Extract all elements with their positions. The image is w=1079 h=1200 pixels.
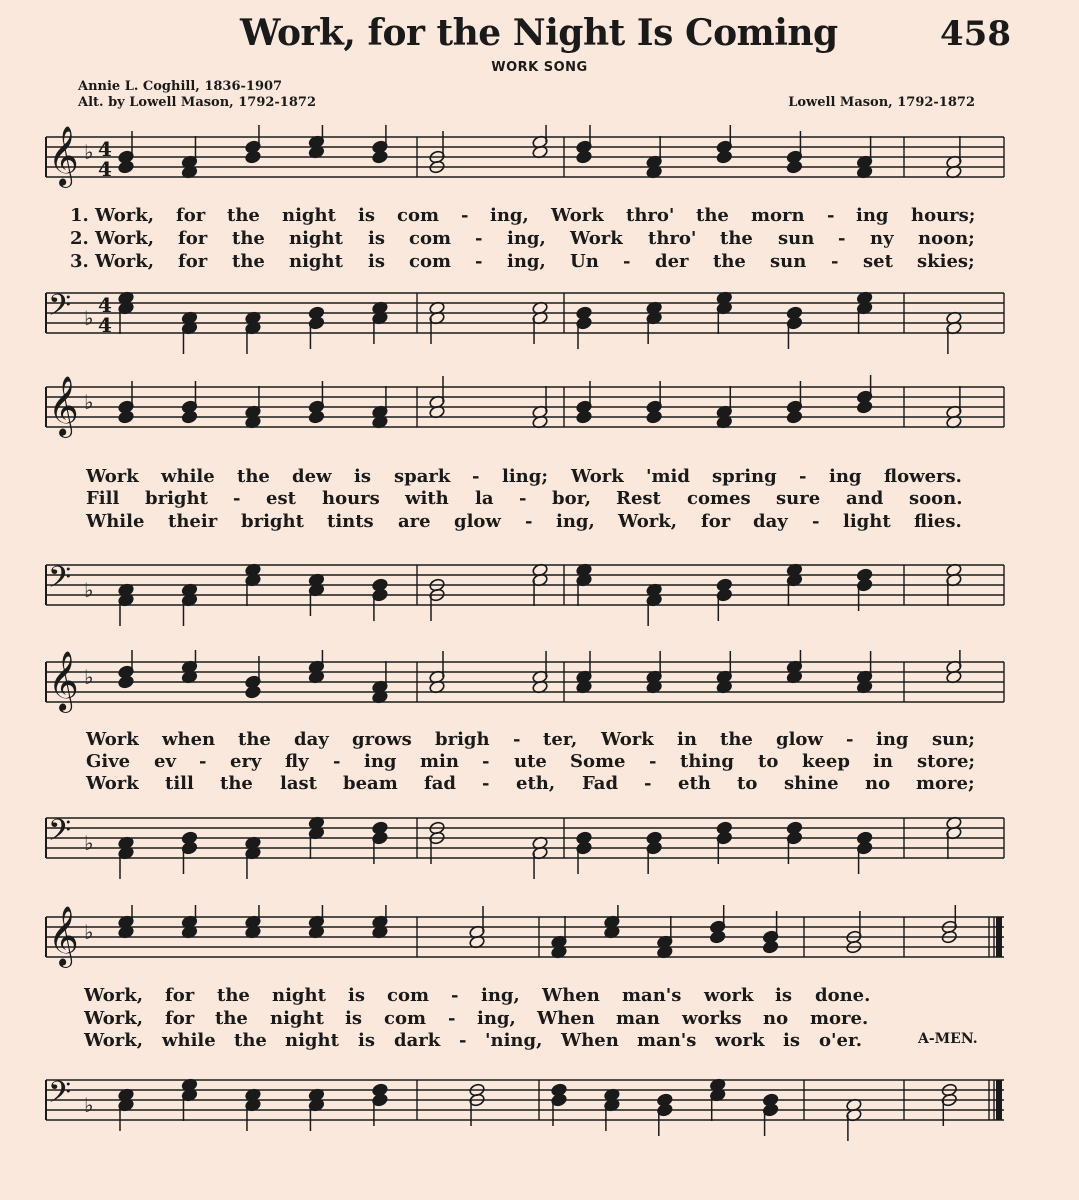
lyric-word: com xyxy=(397,205,440,226)
lyric-word: 'ning, xyxy=(485,1030,543,1051)
lyric-word: - xyxy=(623,251,631,272)
lyric-word: the xyxy=(238,729,271,750)
lyric-word: their xyxy=(168,511,218,532)
lyric-word: fad xyxy=(424,773,456,794)
lyric-word: Un xyxy=(570,251,599,272)
lyric-word: com xyxy=(409,228,452,249)
flat-icon: ♭ xyxy=(84,578,94,602)
lyric-word: - xyxy=(451,985,459,1006)
lyric-word: Work, xyxy=(84,1008,143,1029)
lyric-word: Work xyxy=(551,205,604,226)
lyric-word: eth, xyxy=(516,773,556,794)
lyric-word: - xyxy=(519,488,527,509)
treble-clef-icon: 𝄞 xyxy=(48,126,79,186)
lyric-word: - xyxy=(461,205,469,226)
lyric-word: comes xyxy=(687,488,751,509)
lyric-line xyxy=(0,773,1079,795)
lyric-word: man's xyxy=(622,985,682,1006)
note-head xyxy=(576,410,593,424)
lyric-word: ing, xyxy=(507,228,546,249)
lyric-word: to xyxy=(758,751,779,772)
lyric-word: ing, xyxy=(481,985,520,1006)
bass-staff xyxy=(34,1060,1009,1155)
lyric-word: the xyxy=(227,205,260,226)
lyric-word: bor, xyxy=(552,488,592,509)
lyric-word: work xyxy=(715,1030,765,1051)
lyric-word: with xyxy=(405,488,449,509)
lyric-word: ing, xyxy=(507,251,546,272)
lyric-word: glow xyxy=(776,729,823,750)
lyric-word: works xyxy=(682,1008,742,1029)
hymn-title: Work, for the Night Is Coming xyxy=(240,12,838,54)
lyric-word: Fill xyxy=(86,488,120,509)
lyric-word: com xyxy=(384,1008,427,1029)
lyric-line xyxy=(0,511,1079,533)
lyric-word: is xyxy=(783,1030,800,1051)
lyric-word: Work xyxy=(601,729,654,750)
note-head xyxy=(372,150,389,164)
lyric-word: - xyxy=(812,511,820,532)
lyric-word: the xyxy=(237,466,270,487)
lyric-word: is xyxy=(345,1008,362,1029)
lyric-word: the xyxy=(220,773,253,794)
lyric-word: is xyxy=(348,985,365,1006)
lyric-word: ing, xyxy=(490,205,529,226)
lyric-word: to xyxy=(737,773,758,794)
lyric-word: is xyxy=(368,251,385,272)
treble-staff xyxy=(34,375,1009,445)
lyric-word: the xyxy=(215,1008,248,1029)
lyric-word: more. xyxy=(810,1008,869,1029)
time-signature-top: 4 xyxy=(98,293,112,317)
treble-staff xyxy=(34,125,1009,195)
lyric-word: man's xyxy=(637,1030,697,1051)
lyric-word: When xyxy=(537,1008,595,1029)
lyric-word: for xyxy=(176,205,206,226)
lyric-word: glow xyxy=(454,511,501,532)
credit-composer: Lowell Mason, 1792-1872 xyxy=(788,95,975,110)
lyric-word: spring xyxy=(712,466,777,487)
lyric-word: ing xyxy=(876,729,909,750)
lyric-word: - xyxy=(838,228,846,249)
bass-clef-icon: 𝄢 xyxy=(48,814,72,855)
lyric-word: in xyxy=(873,751,893,772)
lyric-word: Work xyxy=(86,466,139,487)
lyric-word: bright xyxy=(241,511,304,532)
lyric-word: man xyxy=(616,1008,660,1029)
flat-icon: ♭ xyxy=(84,1093,94,1117)
flat-icon: ♭ xyxy=(84,831,94,855)
lyric-word: for xyxy=(165,985,195,1006)
lyric-line xyxy=(0,228,1079,250)
lyric-word: - xyxy=(649,751,657,772)
lyric-word: dark xyxy=(394,1030,441,1051)
lyric-word: flowers. xyxy=(884,466,962,487)
lyric-word: the xyxy=(234,1030,267,1051)
lyric-word: la xyxy=(475,488,494,509)
lyric-word: while xyxy=(162,1030,216,1051)
lyric-word: - xyxy=(472,466,480,487)
lyric-word: while xyxy=(161,466,215,487)
lyric-word: shine xyxy=(784,773,839,794)
lyric-word: Work xyxy=(571,466,624,487)
lyric-word: ing, xyxy=(556,511,595,532)
lyric-word: - xyxy=(846,729,854,750)
lyric-word: day xyxy=(294,729,329,750)
lyric-word: Work, xyxy=(84,1030,143,1051)
note-head xyxy=(245,150,262,164)
lyric-word: hours; xyxy=(911,205,976,226)
lyric-word: is xyxy=(358,205,375,226)
note-head xyxy=(118,160,135,174)
lyric-word: morn xyxy=(751,205,805,226)
lyric-word: sun; xyxy=(932,729,975,750)
lyric-word: more; xyxy=(916,773,975,794)
lyric-word: - xyxy=(475,251,483,272)
lyric-word: Give xyxy=(86,751,131,772)
credit-author: Annie L. Coghill, 1836-1907 xyxy=(78,79,283,94)
lyric-word: com xyxy=(409,251,452,272)
time-signature-bottom: 4 xyxy=(98,157,112,181)
lyric-word: 2. Work, xyxy=(70,228,155,249)
lyric-word: - xyxy=(831,251,839,272)
hymn-number: 458 xyxy=(940,14,1011,54)
lyric-word: est xyxy=(266,488,296,509)
lyric-word: flies. xyxy=(914,511,962,532)
lyric-word: for xyxy=(178,228,208,249)
final-bar-line xyxy=(996,917,1002,957)
lyric-word: thro' xyxy=(626,205,675,226)
lyric-word: - xyxy=(233,488,241,509)
lyric-word: for xyxy=(165,1008,195,1029)
lyric-word: dew xyxy=(292,466,332,487)
lyric-word: thro' xyxy=(648,228,697,249)
lyric-word: ling; xyxy=(502,466,548,487)
treble-staff xyxy=(34,905,1009,975)
note-head xyxy=(716,150,733,164)
lyric-word: noon; xyxy=(918,228,975,249)
lyric-word: day xyxy=(753,511,788,532)
lyric-word: thing xyxy=(680,751,734,772)
lyric-word: ing xyxy=(829,466,862,487)
lyric-word: night xyxy=(285,1030,339,1051)
lyric-word: Work xyxy=(570,228,623,249)
note-head xyxy=(576,150,593,164)
lyric-word: - xyxy=(199,751,207,772)
treble-staff xyxy=(34,650,1009,720)
lyric-word: is xyxy=(358,1030,375,1051)
lyric-word: beam xyxy=(343,773,398,794)
note-head xyxy=(118,410,135,424)
note-head xyxy=(856,400,873,414)
lyric-line xyxy=(0,251,1079,273)
lyric-word: Work xyxy=(86,729,139,750)
note-head xyxy=(709,930,726,944)
lyric-word: com xyxy=(387,985,430,1006)
amen-label: A-MEN. xyxy=(918,1031,978,1047)
lyric-word: Work, xyxy=(618,511,677,532)
lyric-word: eth xyxy=(678,773,711,794)
lyric-word: - xyxy=(482,751,490,772)
lyric-word: the xyxy=(713,251,746,272)
lyric-word: Some xyxy=(570,751,626,772)
lyric-word: spark xyxy=(394,466,451,487)
bass-clef-icon: 𝄢 xyxy=(48,561,72,602)
lyric-word: ny xyxy=(870,228,894,249)
lyric-word: - xyxy=(448,1008,456,1029)
lyric-word: ing, xyxy=(477,1008,516,1029)
note-head xyxy=(786,160,803,174)
lyric-word: skies; xyxy=(917,251,975,272)
lyric-word: night xyxy=(282,205,336,226)
lyric-word: and xyxy=(846,488,884,509)
lyric-word: the xyxy=(720,228,753,249)
lyric-word: When xyxy=(561,1030,619,1051)
lyric-word: tints xyxy=(327,511,374,532)
lyric-line xyxy=(0,985,1079,1007)
note-head xyxy=(762,940,779,954)
lyric-word: - xyxy=(799,466,807,487)
lyric-line xyxy=(0,205,1079,227)
flat-icon: ♭ xyxy=(84,390,94,414)
flat-icon: ♭ xyxy=(84,665,94,689)
lyric-word: fly xyxy=(285,751,309,772)
lyric-word: brigh xyxy=(435,729,490,750)
credit-alt: Alt. by Lowell Mason, 1792-1872 xyxy=(78,95,316,110)
lyric-line xyxy=(0,729,1079,751)
bass-staff xyxy=(34,275,1009,355)
lyric-word: Rest xyxy=(616,488,661,509)
lyric-word: ter, xyxy=(543,729,578,750)
lyric-word: - xyxy=(827,205,835,226)
lyric-word: sun xyxy=(778,228,815,249)
lyric-word: for xyxy=(178,251,208,272)
lyric-word: 'mid xyxy=(646,466,690,487)
lyric-word: set xyxy=(863,251,893,272)
lyric-word: - xyxy=(459,1030,467,1051)
lyric-word: bright xyxy=(145,488,208,509)
lyric-word: - xyxy=(644,773,652,794)
lyric-line xyxy=(0,1008,1079,1030)
lyric-word: is xyxy=(775,985,792,1006)
lyric-word: Work, xyxy=(84,985,143,1006)
lyric-word: the xyxy=(217,985,250,1006)
lyric-word: ery xyxy=(230,751,262,772)
lyric-word: is xyxy=(354,466,371,487)
lyric-word: no xyxy=(763,1008,789,1029)
lyric-word: Fad xyxy=(582,773,619,794)
flat-icon: ♭ xyxy=(84,306,94,330)
lyric-word: night xyxy=(289,251,343,272)
lyric-word: 1. Work, xyxy=(70,205,155,226)
lyric-word: sure xyxy=(776,488,821,509)
bass-staff xyxy=(34,800,1009,880)
lyric-word: - xyxy=(513,729,521,750)
note-head xyxy=(245,685,262,699)
lyric-word: - xyxy=(525,511,533,532)
time-signature-top: 4 xyxy=(98,137,112,161)
lyric-word: for xyxy=(701,511,731,532)
lyric-word: - xyxy=(482,773,490,794)
lyric-word: - xyxy=(475,228,483,249)
lyric-word: 3. Work, xyxy=(70,251,155,272)
lyric-word: the xyxy=(232,228,265,249)
lyric-word: the xyxy=(696,205,729,226)
lyric-word: done. xyxy=(815,985,871,1006)
lyric-word: hours xyxy=(322,488,380,509)
lyric-word: ing xyxy=(364,751,397,772)
treble-clef-icon: 𝄞 xyxy=(48,376,79,436)
note-head xyxy=(118,675,135,689)
lyric-word: ev xyxy=(154,751,176,772)
note-head xyxy=(786,410,803,424)
note-head xyxy=(646,410,663,424)
lyric-word: are xyxy=(398,511,431,532)
lyric-word: o'er. xyxy=(819,1030,863,1051)
lyric-word: when xyxy=(162,729,216,750)
lyric-word: keep xyxy=(802,751,850,772)
lyric-word: the xyxy=(720,729,753,750)
lyric-line xyxy=(0,751,1079,773)
lyric-word: ing xyxy=(856,205,889,226)
final-bar-line xyxy=(996,1080,1002,1120)
bass-staff xyxy=(34,545,1009,635)
lyric-word: grows xyxy=(352,729,412,750)
flat-icon: ♭ xyxy=(84,920,94,944)
lyric-word: till xyxy=(165,773,194,794)
lyric-word: night xyxy=(272,985,326,1006)
lyric-word: store; xyxy=(917,751,976,772)
lyric-word: While xyxy=(86,511,145,532)
lyric-word: sun xyxy=(770,251,807,272)
lyric-word: no xyxy=(865,773,891,794)
lyric-word: light xyxy=(843,511,891,532)
hymn-subtitle: WORK SONG xyxy=(491,60,588,75)
lyric-word: Work xyxy=(86,773,139,794)
lyric-word: is xyxy=(368,228,385,249)
note-head xyxy=(181,410,198,424)
lyric-word: When xyxy=(542,985,600,1006)
flat-icon: ♭ xyxy=(84,140,94,164)
lyric-word: soon. xyxy=(909,488,963,509)
lyric-word: last xyxy=(280,773,317,794)
treble-clef-icon: 𝄞 xyxy=(48,906,79,966)
lyric-word: - xyxy=(333,751,341,772)
lyric-word: night xyxy=(289,228,343,249)
lyric-word: der xyxy=(655,251,689,272)
treble-clef-icon: 𝄞 xyxy=(48,651,79,711)
lyric-word: in xyxy=(677,729,697,750)
bass-clef-icon: 𝄢 xyxy=(48,289,72,330)
lyric-line xyxy=(0,488,1079,510)
lyric-word: min xyxy=(420,751,459,772)
lyric-word: ute xyxy=(514,751,547,772)
lyric-word: night xyxy=(270,1008,324,1029)
lyric-line xyxy=(0,466,1079,488)
note-head xyxy=(308,410,325,424)
lyric-word: the xyxy=(232,251,265,272)
bass-clef-icon: 𝄢 xyxy=(48,1076,72,1117)
time-signature-bottom: 4 xyxy=(98,313,112,337)
lyric-word: work xyxy=(704,985,754,1006)
